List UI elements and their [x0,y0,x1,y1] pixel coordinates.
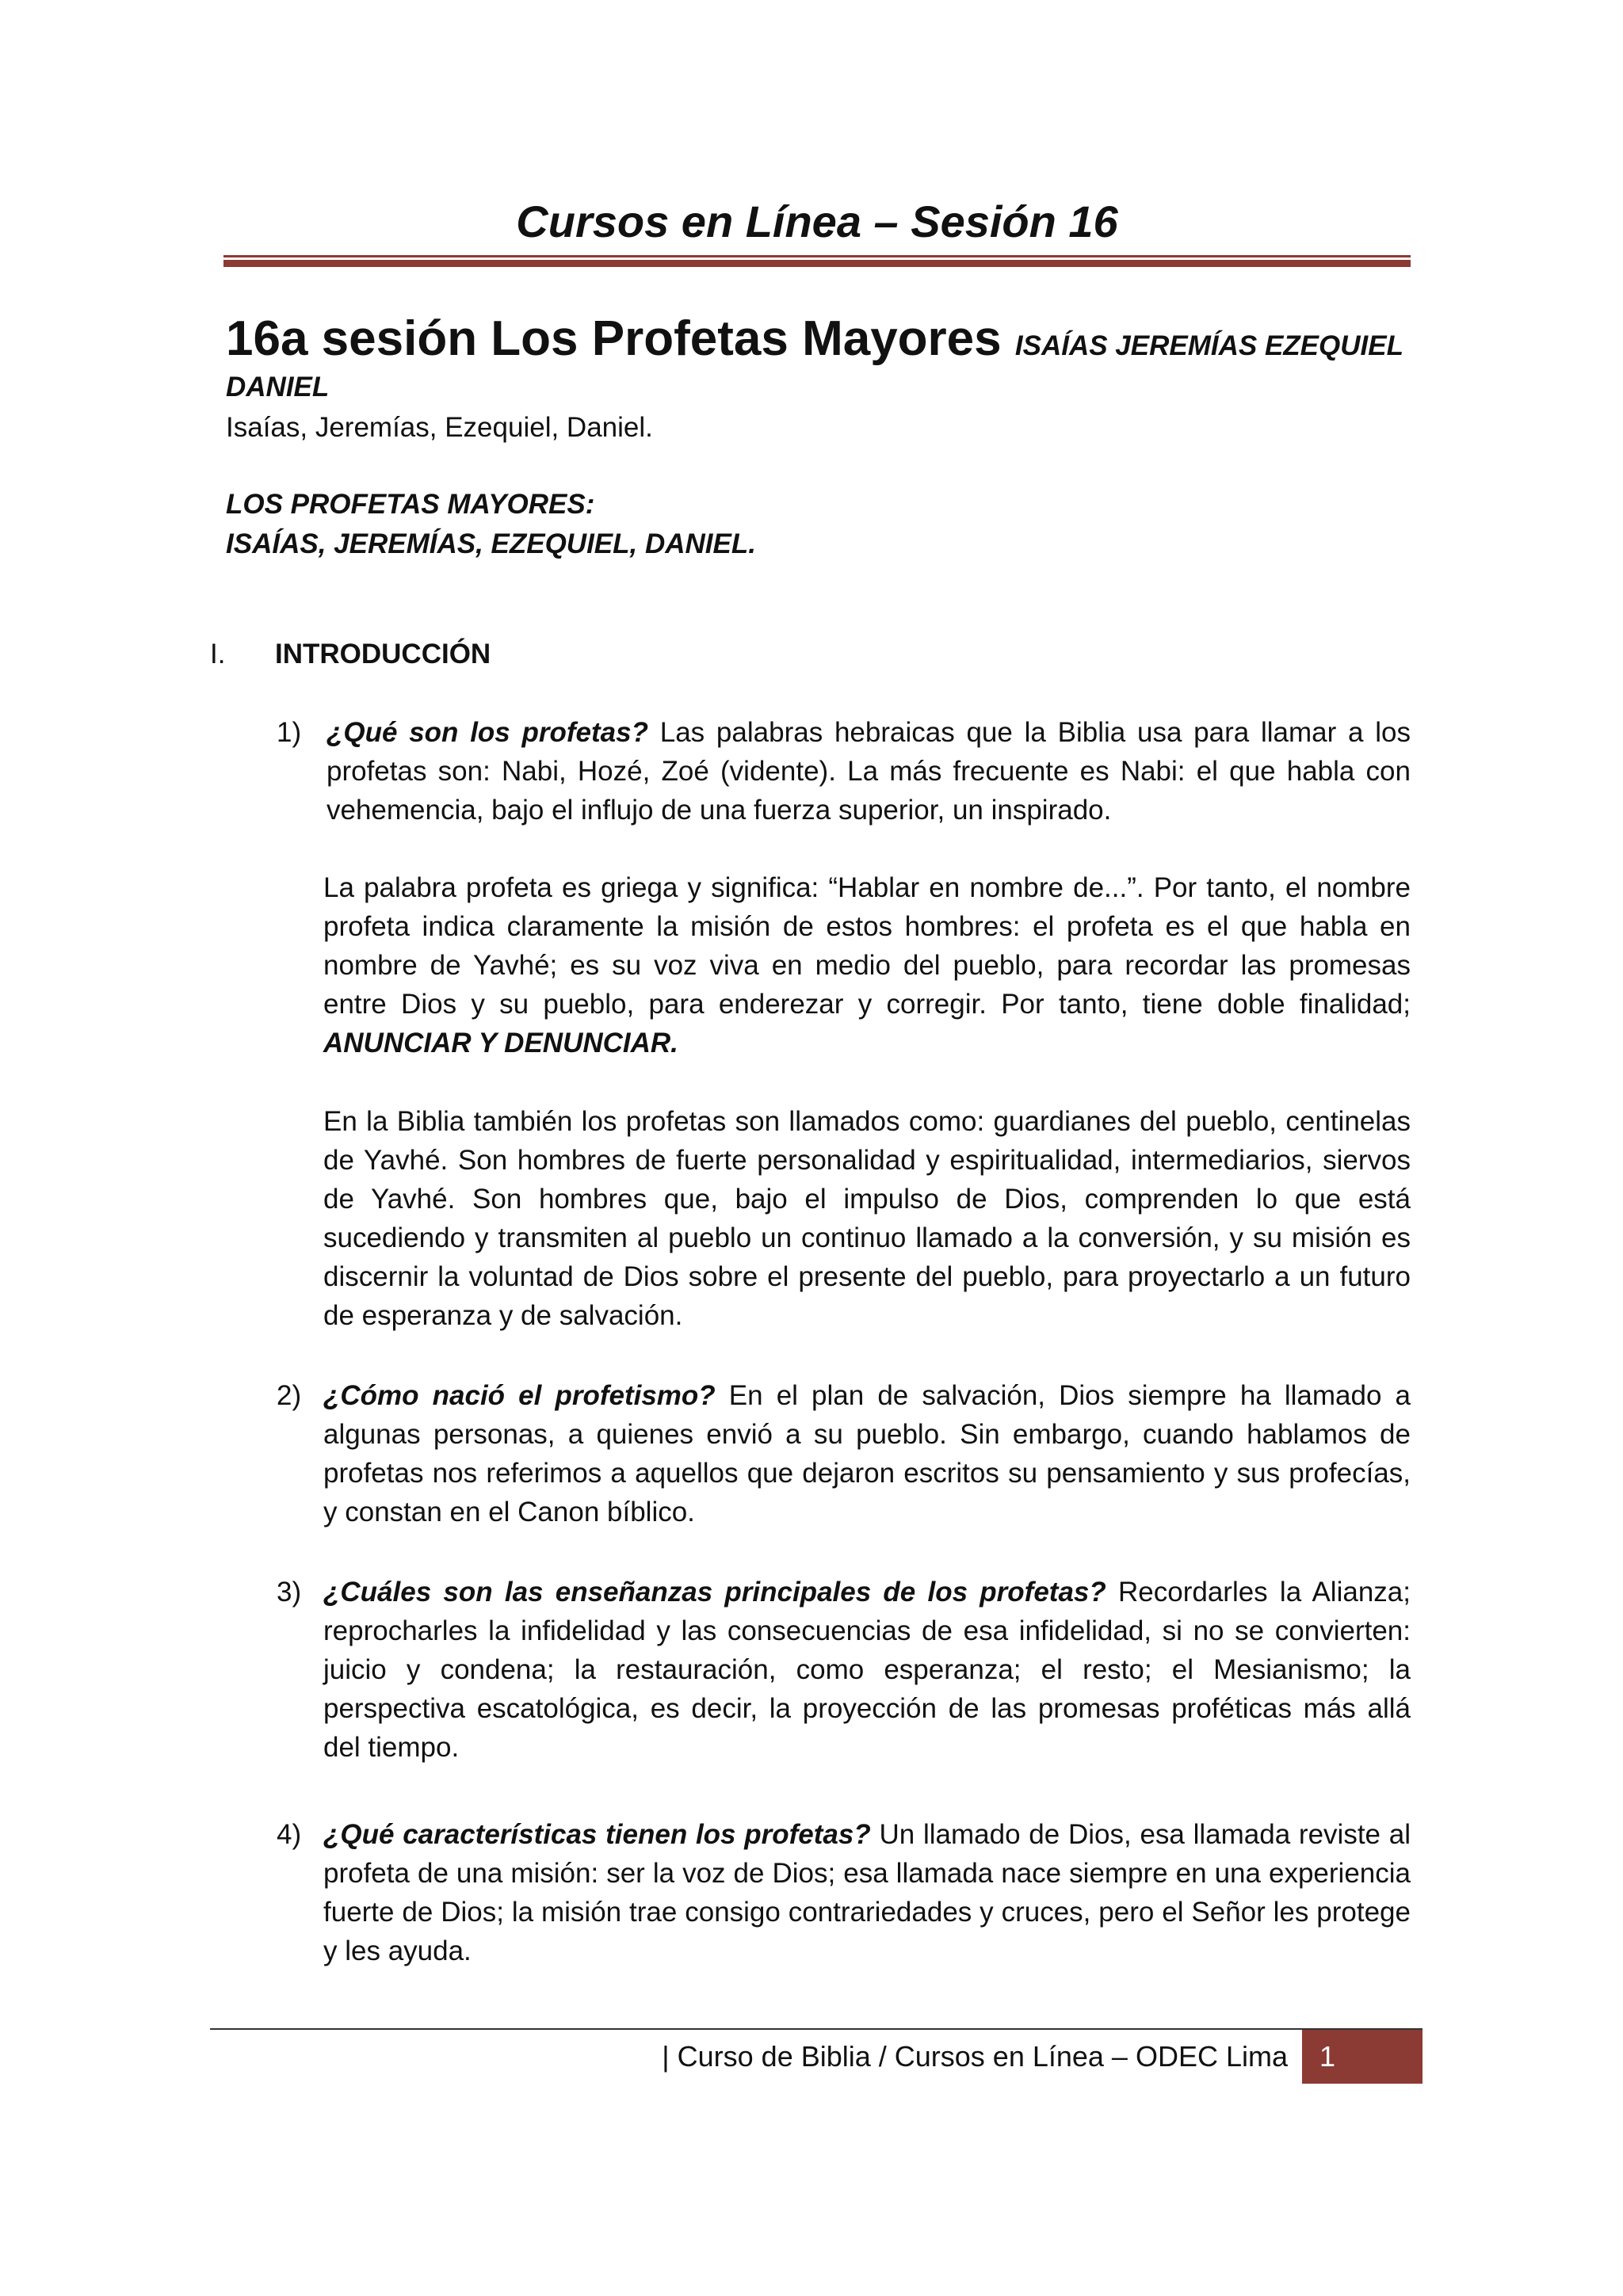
item-3-question: ¿Cuáles son las enseñanzas principales de los profetas? [323,1577,1106,1608]
item-3-text: Recordarles la Alianza; reprocharles la infidelidad y las consecuencias de esa infidelidad, si no se convierten: juicio y condena; la restauración, como esperanza; el resto; el Mesianismo; la perspectiva escatológica, es decir, la proyección de las promesas proféticas más allá del tiempo. [323,1577,1411,1763]
footer-rule [210,2028,1423,2030]
item-2-text: En el plan de salvación, Dios siempre ha llamado a algunas personas, a quienes envió a su pueblo. Sin embargo, cuando hablamos de profetas nos referimos a aquellos que dejaron escritos su pensamiento y sus profecías, y constan en el Canon bíblico. [323,1380,1411,1527]
paragraph-profeta-text: La palabra profeta es griega y significa: “Hablar en nombre de...”. Por tanto, el nombre profeta indica claramente la misión de estos hombres: el profeta es el que habla en nombre de Yavhé; es su voz viva en medio del pueblo, para recordar las promesas entre Dios y su pueblo, para enderezar y corregir. Por tanto, tiene doble finalidad; [323,872,1411,1020]
page-number: 1 [1302,2030,1423,2084]
title-names: ISAÍAS JEREMÍAS EZEQUIEL [1014,330,1403,361]
item-2 [323,1376,1411,1531]
item-number-1: 1) [277,717,302,748]
caps-heading-1: LOS PROFETAS MAYORES: [226,489,595,520]
item-number-4: 4) [277,1819,302,1850]
paragraph-profeta-emphasis: ANUNCIAR Y DENUNCIAR. [323,1028,678,1058]
header-rule-thin [223,255,1411,257]
item-number-2: 2) [277,1380,302,1411]
title-names-continued: DANIEL [226,372,330,402]
item-1-question: ¿Qué son los profetas? [327,717,648,748]
subtitle: Isaías, Jeremías, Ezequiel, Daniel. [226,412,653,443]
item-4-text: Un llamado de Dios, esa llamada reviste al profeta de una misión: ser la voz de Dios; esa llamada nace siempre en una experiencia fuerte de Dios; la misión trae consigo contrariedades y cruces, pero el Señor les protege y les ayuda. [323,1819,1411,1966]
footer-text: | Curso de Biblia / Cursos en Línea – ODEC Lima [662,2040,1288,2073]
document-title [226,307,1415,378]
item-2-question: ¿Cómo nació el profetismo? [323,1380,716,1411]
header-title: Cursos en Línea – Sesión 16 [516,196,1118,246]
item-4-question: ¿Qué características tienen los profetas? [323,1819,871,1850]
item-1 [327,713,1411,830]
paragraph-biblia: En la Biblia también los profetas son llamados como: guardianes del pueblo, centinelas de Yavhé. Son hombres de fuerte personalidad y espiritualidad, intermediarios, siervos de Yavhé. Son hombres que, bajo el impulso de Dios, comprenden lo que está sucediendo y transmiten al pueblo un continuo llamado a la conversión, y su misión es discernir la voluntad de Dios sobre el presente del pueblo, para proyectarlo a un futuro de esperanza y de salvación. [323,1106,1411,1331]
item-1-text: Las palabras hebraicas que la Biblia usa para llamar a los profetas son: Nabi, Hozé, Zoé (vidente). La más frecuente es Nabi: el que habla con vehemencia, bajo el influjo de una fuerza superior, un inspirado. [327,717,1411,826]
paragraph-profeta [323,868,1411,1062]
item-4 [323,1815,1411,1970]
section-number: I. [210,639,226,669]
title-main: 16a sesión Los Profetas Mayores [226,311,1002,366]
item-number-3: 3) [277,1577,302,1608]
caps-heading-2: ISAÍAS, JEREMÍAS, EZEQUIEL, DANIEL. [226,528,756,559]
header-rule-thick [223,260,1411,267]
section-heading: INTRODUCCIÓN [275,639,491,669]
item-3 [323,1573,1411,1767]
